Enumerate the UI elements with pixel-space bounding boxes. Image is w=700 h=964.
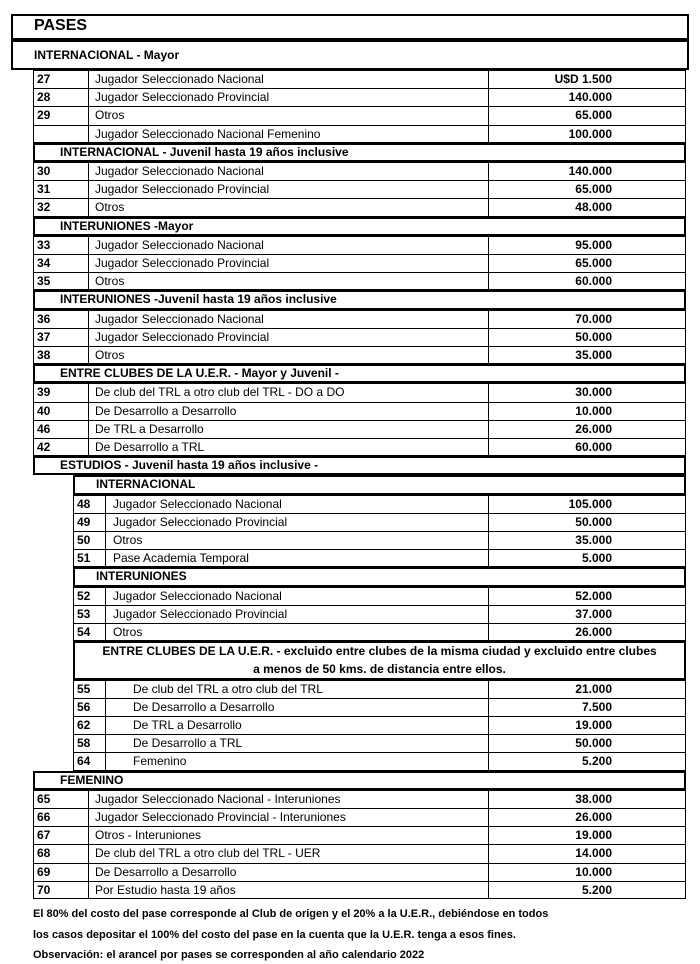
row-description: Jugador Seleccionado Nacional [95,237,264,252]
row-price: 50.000 [575,514,612,529]
row-description: De club del TRL a otro club del TRL - DO a DO [95,385,345,400]
row-price: U$D 1.500 [554,72,612,86]
row-number: 27 [37,72,51,86]
row-price: 26.000 [575,810,612,824]
row-price: 5.200 [581,754,612,769]
row-number: 52 [77,588,91,603]
column-divider [88,162,89,217]
row-number: 50 [77,533,91,547]
row-number: 54 [77,625,91,639]
row-description: Otros [95,274,125,289]
row-number: 28 [37,90,51,105]
row-price: 50.000 [575,736,612,751]
row-price: 70.000 [575,311,612,326]
row-description: De Desarrollo a Desarrollo [95,864,237,879]
row-number: 69 [37,864,51,879]
row-price: 48.000 [575,200,612,215]
row-number: 33 [37,237,51,252]
row-description: Pase Academia Temporal [113,551,249,566]
row-description: Otros [95,200,125,215]
row-description: De Desarrollo a TRL [95,440,205,454]
column-divider [105,680,106,771]
row-description: Jugador Seleccionado Provincial [113,606,288,621]
row-number: 31 [37,182,51,197]
row-description: Otros [95,348,125,362]
row-number: 53 [77,606,91,621]
section-heading: FEMENINO [60,772,124,787]
row-description: De Desarrollo a TRL [133,736,243,751]
row-number: 46 [37,421,51,436]
row-number: 64 [77,754,91,769]
row-price: 52.000 [575,588,612,603]
section-heading: INTERUNIONES -Juvenil hasta 19 años inclusive [60,292,337,307]
row-number: 48 [77,496,91,511]
section-heading: ESTUDIOS - Juvenil hasta 19 años inclusive - [60,458,319,473]
row-description: Otros [113,625,143,639]
row-number: 42 [37,440,51,454]
row-price: 30.000 [575,385,612,400]
row-number: 30 [37,164,51,178]
row-price: 5.200 [581,882,612,897]
row-description: Jugador Seleccionado Nacional [95,311,264,326]
row-description: Otros [113,533,143,547]
row-price: 10.000 [575,864,612,879]
row-price: 37.000 [575,606,612,621]
row-price: 100.000 [568,126,612,141]
row-description: De TRL a Desarrollo [95,421,204,436]
row-price: 50.000 [575,329,612,344]
section-heading: INTERNACIONAL - Mayor [34,48,180,62]
row-price: 140.000 [568,164,612,178]
row-price: 21.000 [575,681,612,696]
row-number: 34 [37,256,51,270]
row-description: Jugador Seleccionado Nacional - Interuniones [95,791,341,806]
row-description: Jugador Seleccionado Provincial [95,256,270,270]
section-heading-line2: a menos de 50 kms. de distancia entre ellos. [253,662,506,677]
row-price: 65.000 [575,256,612,270]
column-divider [105,587,106,642]
row-price: 10.000 [575,403,612,418]
row-description: Jugador Seleccionado Provincial - Interuniones [95,810,346,824]
row-price: 140.000 [568,90,612,105]
row-price: 65.000 [575,182,612,197]
column-divider [88,236,89,291]
row-price: 38.000 [575,791,612,806]
row-number: 40 [37,403,51,418]
footnote: El 80% del costo del pase corresponde al Club de origen y el 20% a la U.E.R., debiéndose en todos [33,908,549,920]
row-price: 105.000 [568,496,612,511]
row-description: Por Estudio hasta 19 años [95,882,236,897]
column-divider [88,310,89,365]
section-heading: INTERNACIONAL - Juvenil hasta 19 años inclusive [60,144,349,159]
footnote: Observación: el arancel por pases se corresponden al año calendario 2022 [33,949,425,961]
row-price: 5.000 [581,551,612,566]
row-number: 35 [37,274,51,289]
row-number: 68 [37,846,51,861]
footnote: los casos depositar el 100% del costo del pase en la cuenta que la U.E.R. tenga a esos fines. [33,928,516,941]
row-description: Femenino [133,754,187,769]
row-price: 35.000 [575,348,612,362]
row-number: 49 [77,514,91,529]
row-price: 19.000 [575,718,612,732]
row-description: Jugador Seleccionado Provincial [95,329,270,344]
row-number: 56 [77,699,91,714]
row-price: 60.000 [575,274,612,289]
row-number: 58 [77,736,91,751]
title-box [11,14,689,40]
row-number: 66 [37,810,51,824]
row-description: De club del TRL a otro club del TRL - UER [95,846,321,861]
row-price: 14.000 [575,846,612,861]
row-description: Jugador Seleccionado Nacional [113,496,282,511]
row-price: 7.500 [581,699,612,714]
row-number: 55 [77,681,91,696]
row-price: 35.000 [575,533,612,547]
row-price: 26.000 [575,625,612,639]
row-description: Jugador Seleccionado Provincial [95,90,270,105]
row-description: Jugador Seleccionado Nacional [113,588,282,603]
section-heading-box [33,771,686,790]
row-number: 51 [77,551,91,566]
row-description: Otros [95,108,125,123]
row-description: De club del TRL a otro club del TRL [133,681,323,696]
row-number: 67 [37,828,51,843]
section-heading: INTERUNIONES -Mayor [60,218,194,233]
row-number: 29 [37,108,51,123]
row-description: Jugador Seleccionado Nacional [95,164,264,178]
row-description: De Desarrollo a Desarrollo [95,403,237,418]
row-number: 70 [37,882,51,897]
row-price: 95.000 [575,237,612,252]
section-heading: INTERNACIONAL [96,477,196,492]
row-number: 65 [37,791,51,806]
row-description: Otros - Interuniones [95,828,202,843]
row-price: 65.000 [575,108,612,123]
row-number: 38 [37,348,51,362]
row-number: 62 [77,718,91,732]
section-heading: ENTRE CLUBES DE LA U.E.R. - Mayor y Juvenil - [60,366,339,381]
row-description: Jugador Seleccionado Provincial [113,514,288,529]
page-title: PASES [34,17,88,34]
row-number: 36 [37,311,51,326]
row-description: Jugador Seleccionado Provincial [95,182,270,197]
row-number: 32 [37,200,51,215]
row-description: Jugador Seleccionado Nacional [95,72,264,86]
row-description: De TRL a Desarrollo [133,718,242,732]
section-heading-line1: ENTRE CLUBES DE LA U.E.R. - excluido entre clubes de la misma ciudad y excluido entre clubes [102,644,657,659]
row-price: 19.000 [575,828,612,843]
section-heading: INTERUNIONES [96,569,187,584]
row-description: De Desarrollo a Desarrollo [133,699,275,714]
row-number: 39 [37,385,51,400]
row-description: Jugador Seleccionado Nacional Femenino [95,126,321,141]
row-number: 37 [37,329,51,344]
row-price: 60.000 [575,440,612,454]
row-price: 26.000 [575,421,612,436]
